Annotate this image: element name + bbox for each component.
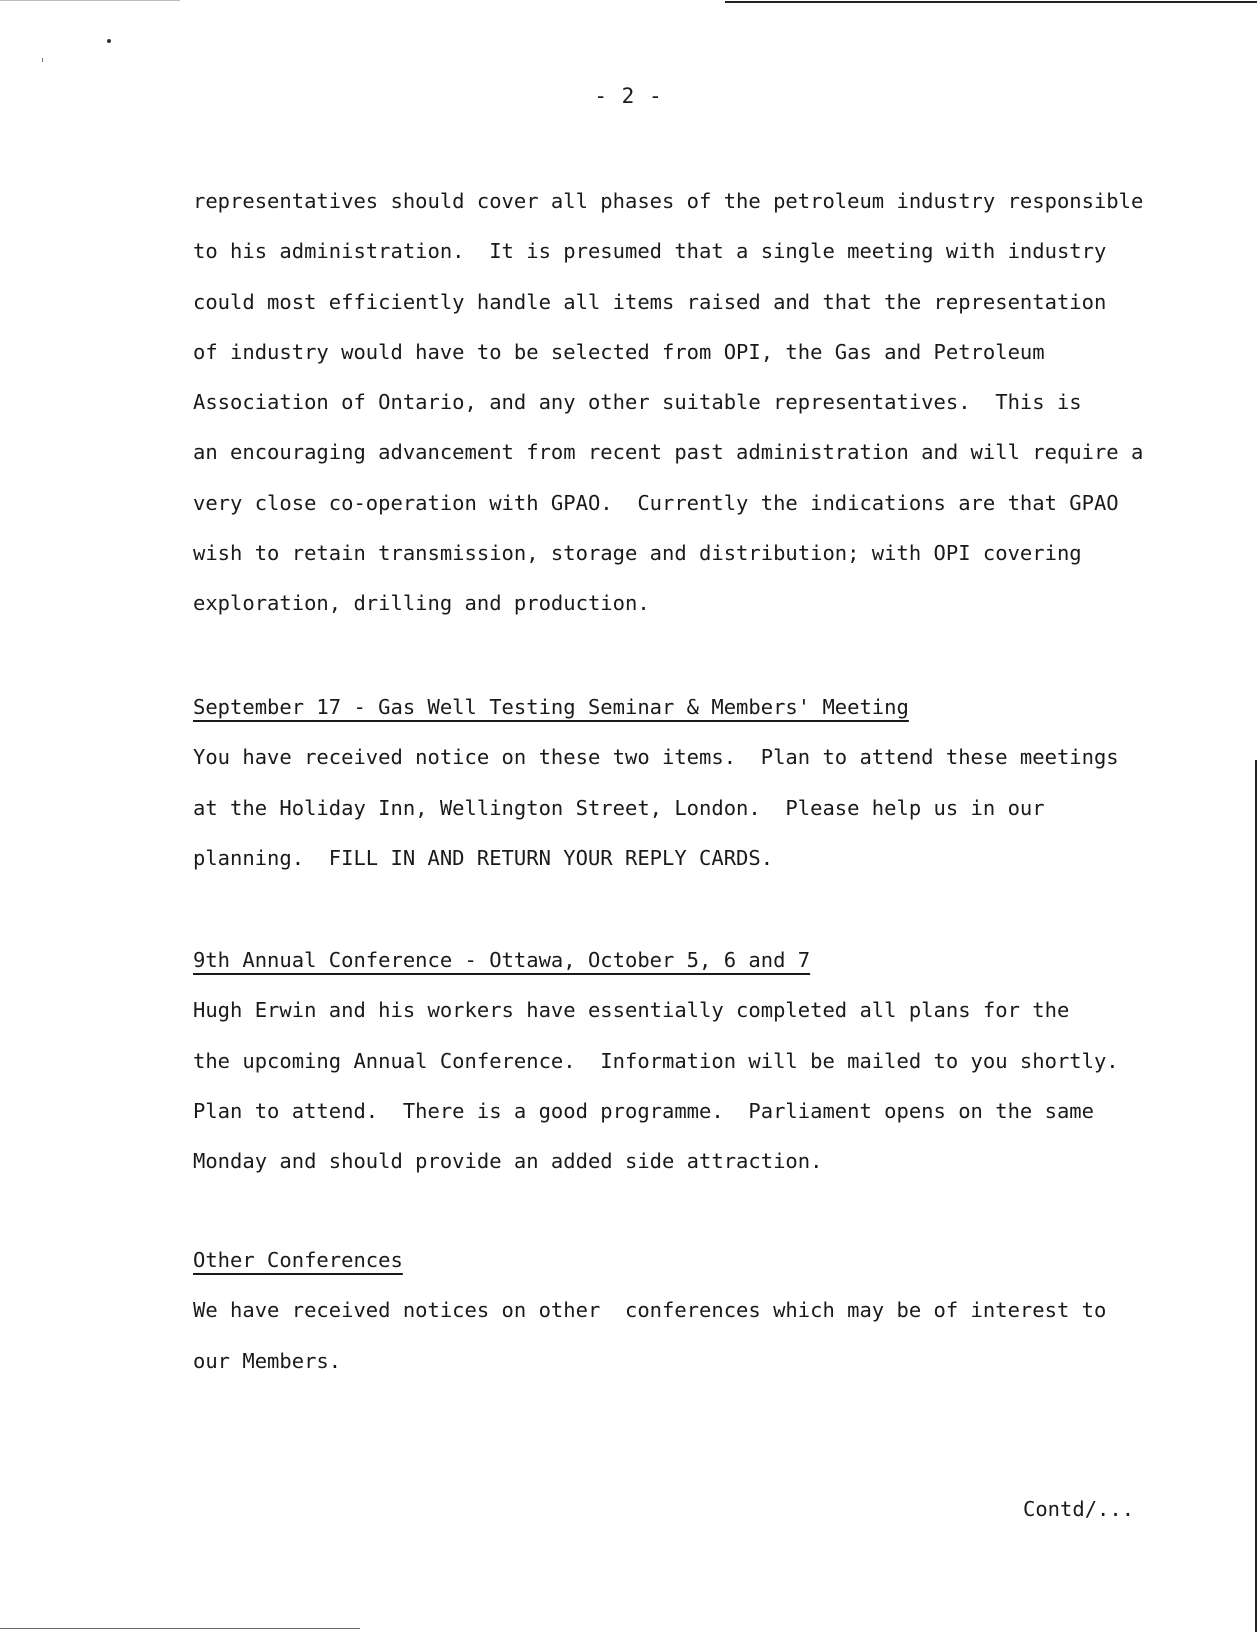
section-heading: September 17 - Gas Well Testing Seminar & Members' Meeting (193, 695, 909, 719)
text-line: exploration, drilling and production. (193, 591, 650, 616)
section-heading: Other Conferences (193, 1248, 403, 1272)
text-line: our Members. (193, 1348, 342, 1373)
text-line: the upcoming Annual Conference. Information will be mailed to you shortly. (193, 1048, 1119, 1073)
text-line: Monday and should provide an added side attraction. (193, 1149, 823, 1174)
text-line: representatives should cover all phases of the petroleum industry responsible (193, 189, 1144, 213)
scan-edge-bottom (0, 1628, 360, 1629)
intro-paragraph (193, 176, 1143, 629)
text-line: Plan to attend. There is a good programme. Parliament opens on the same (193, 1098, 1094, 1123)
text-line: at the Holiday Inn, Wellington Street, London. Please help us in our (193, 795, 1045, 820)
text-line: to his administration. It is presumed that a single meeting with industry (193, 239, 1107, 264)
text-line: Association of Ontario, and any other suitable representatives. This is (193, 390, 1082, 415)
text-line: could most efficiently handle all items raised and that the representation (193, 289, 1107, 314)
text-line: an encouraging advancement from recent past administration and will require a (193, 440, 1144, 465)
text-line: You have received notice on these two items. Plan to attend these meetings (193, 745, 1119, 770)
page-number: - 2 - (594, 84, 663, 108)
section-heading: 9th Annual Conference - Ottawa, October 5, 6 and 7 (193, 948, 811, 972)
section-annual-conference (193, 935, 1119, 1186)
section-other-conferences (193, 1235, 1106, 1386)
text-line: wish to retain transmission, storage and distribution; with OPI covering (193, 541, 1082, 566)
text-line: planning. FILL IN AND RETURN YOUR REPLY CARDS. (193, 845, 774, 870)
continuation-note: Contd/... (1023, 1497, 1135, 1521)
scan-speck (107, 39, 111, 43)
section-gas-well-testing (193, 682, 1119, 883)
scan-edge-top-left (0, 0, 180, 1)
scan-edge-top (725, 1, 1257, 3)
text-line: Hugh Erwin and his workers have essentially completed all plans for the (193, 998, 1070, 1023)
text-line: of industry would have to be selected from OPI, the Gas and Petroleum (193, 339, 1045, 364)
scan-speck-small (42, 58, 43, 62)
text-line: very close co-operation with GPAO. Currently the indications are that GPAO (193, 490, 1119, 515)
text-line: We have received notices on other conferences which may be of interest to (193, 1298, 1107, 1323)
